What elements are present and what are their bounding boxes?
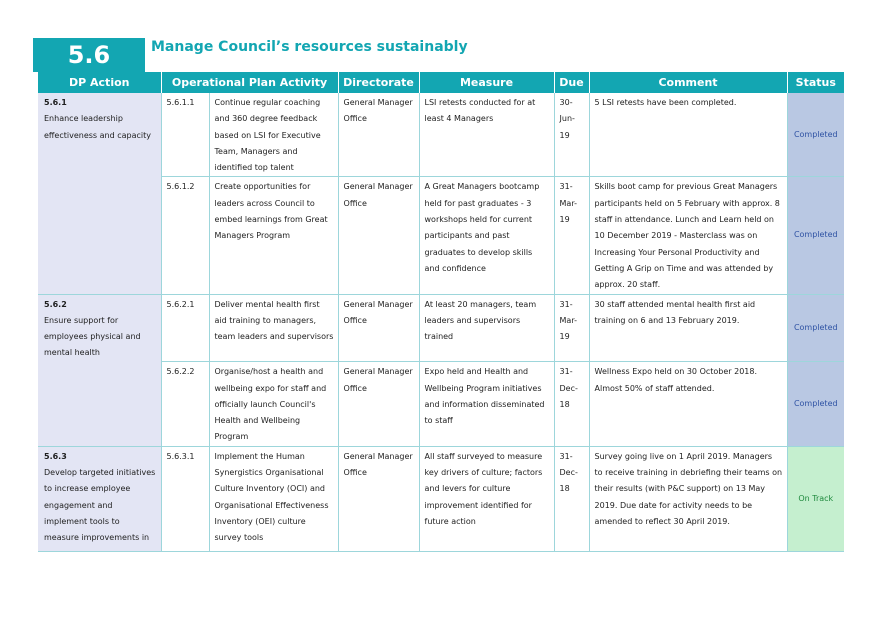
- comment: Skills boot camp for previous Great Managers participants held on 5 February with approx. 8 staff in attendance. Lunch and Learn held on 10 December 2019 - Masterclass was on Increasing Your Personal Productivity and Getting A Grip on Time and was attended by approx. 20 staff.: [589, 177, 787, 294]
- due-date: 31-Mar-19: [554, 177, 589, 294]
- directorate: General Manager Office: [338, 446, 419, 551]
- header-directorate: Directorate: [338, 72, 419, 93]
- status-badge: Completed: [787, 177, 844, 294]
- status-badge: Completed: [787, 362, 844, 446]
- operational-plan-table: [38, 72, 844, 552]
- dp-text: Ensure support for employees physical and mental health: [44, 315, 141, 358]
- dp-action-cell: [38, 362, 161, 446]
- header-status: Status: [787, 72, 844, 93]
- activity-id: 5.6.2.1: [161, 294, 209, 362]
- dp-action-cell: [38, 446, 161, 551]
- status-badge: On Track: [787, 446, 844, 551]
- table-header-row: [38, 72, 844, 93]
- status-badge: Completed: [787, 93, 844, 177]
- header-measure: Measure: [419, 72, 554, 93]
- dp-text: Enhance leadership effectiveness and capacity: [44, 114, 152, 140]
- dp-number: 5.6.3: [44, 451, 67, 461]
- dp-number: 5.6.1: [44, 98, 67, 107]
- activity-text: Organise/host a health and wellbeing expo for staff and officially launch Council's Health and Wellbeing Program: [209, 362, 338, 446]
- activity-id: 5.6.3.1: [161, 446, 209, 551]
- due-date: 31-Dec-18: [554, 362, 589, 446]
- section-title: Manage Council’s resources sustainably: [151, 39, 468, 55]
- activity-text: Create opportunities for leaders across Council to embed learnings from Great Managers Program: [209, 177, 338, 294]
- measure: All staff surveyed to measure key drivers of culture; factors and levers for culture improvement identified for future action: [419, 446, 554, 551]
- dp-number: 5.6.2: [44, 299, 67, 309]
- activity-text: Implement the Human Synergistics Organisational Culture Inventory (OCI) and Organisational Effectiveness Inventory (OEI) culture survey tools: [209, 446, 338, 551]
- table-row: [38, 177, 844, 294]
- header-comment: Comment: [589, 72, 787, 93]
- activity-text: Deliver mental health first aid training to managers, team leaders and supervisors: [209, 294, 338, 362]
- comment: 30 staff attended mental health first aid training on 6 and 13 February 2019.: [589, 294, 787, 362]
- header-dp-action: DP Action: [38, 72, 161, 93]
- header-due: Due: [554, 72, 589, 93]
- directorate: General Manager Office: [338, 93, 419, 177]
- header-operational-plan-activity: Operational Plan Activity: [161, 72, 338, 93]
- activity-id: 5.6.1.2: [161, 177, 209, 294]
- activity-text: Continue regular coaching and 360 degree feedback based on LSI for Executive Team, Managers and identified top talent: [209, 93, 338, 177]
- directorate: General Manager Office: [338, 177, 419, 294]
- status-badge: Completed: [787, 294, 844, 362]
- directorate: General Manager Office: [338, 362, 419, 446]
- comment: Wellness Expo held on 30 October 2018. Almost 50% of staff attended.: [589, 362, 787, 446]
- due-date: 31-Dec-18: [554, 446, 589, 551]
- measure: At least 20 managers, team leaders and supervisors trained: [419, 294, 554, 362]
- due-date: 30-Jun-19: [554, 93, 589, 177]
- table-row: [38, 362, 844, 446]
- activity-id: 5.6.1.1: [161, 93, 209, 177]
- measure: A Great Managers bootcamp held for past graduates - 3 workshops held for current participants and past graduates to develop skills and confidence: [419, 177, 554, 294]
- dp-action-cell: [38, 177, 161, 294]
- table-row: [38, 93, 844, 177]
- dp-action-cell: [38, 294, 161, 362]
- measure: Expo held and Health and Wellbeing Program initiatives and information disseminated to staff: [419, 362, 554, 446]
- measure: LSI retests conducted for at least 4 Managers: [419, 93, 554, 177]
- dp-action-cell: [38, 93, 161, 177]
- section-number-badge: 5.6: [33, 38, 145, 72]
- activity-id: 5.6.2.2: [161, 362, 209, 446]
- due-date: 31-Mar-19: [554, 294, 589, 362]
- directorate: General Manager Office: [338, 294, 419, 362]
- comment: 5 LSI retests have been completed.: [589, 93, 787, 177]
- dp-text: Develop targeted initiatives to increase employee engagement and implement tools to measure improvements in: [44, 468, 156, 543]
- table-row: [38, 294, 844, 362]
- comment: Survey going live on 1 April 2019. Managers to receive training in debriefing their teams on their results (with P&C support) on 13 May 2019. Due date for activity needs to be amended to reflect 30 April 2019.: [589, 446, 787, 551]
- table-row: [38, 446, 844, 551]
